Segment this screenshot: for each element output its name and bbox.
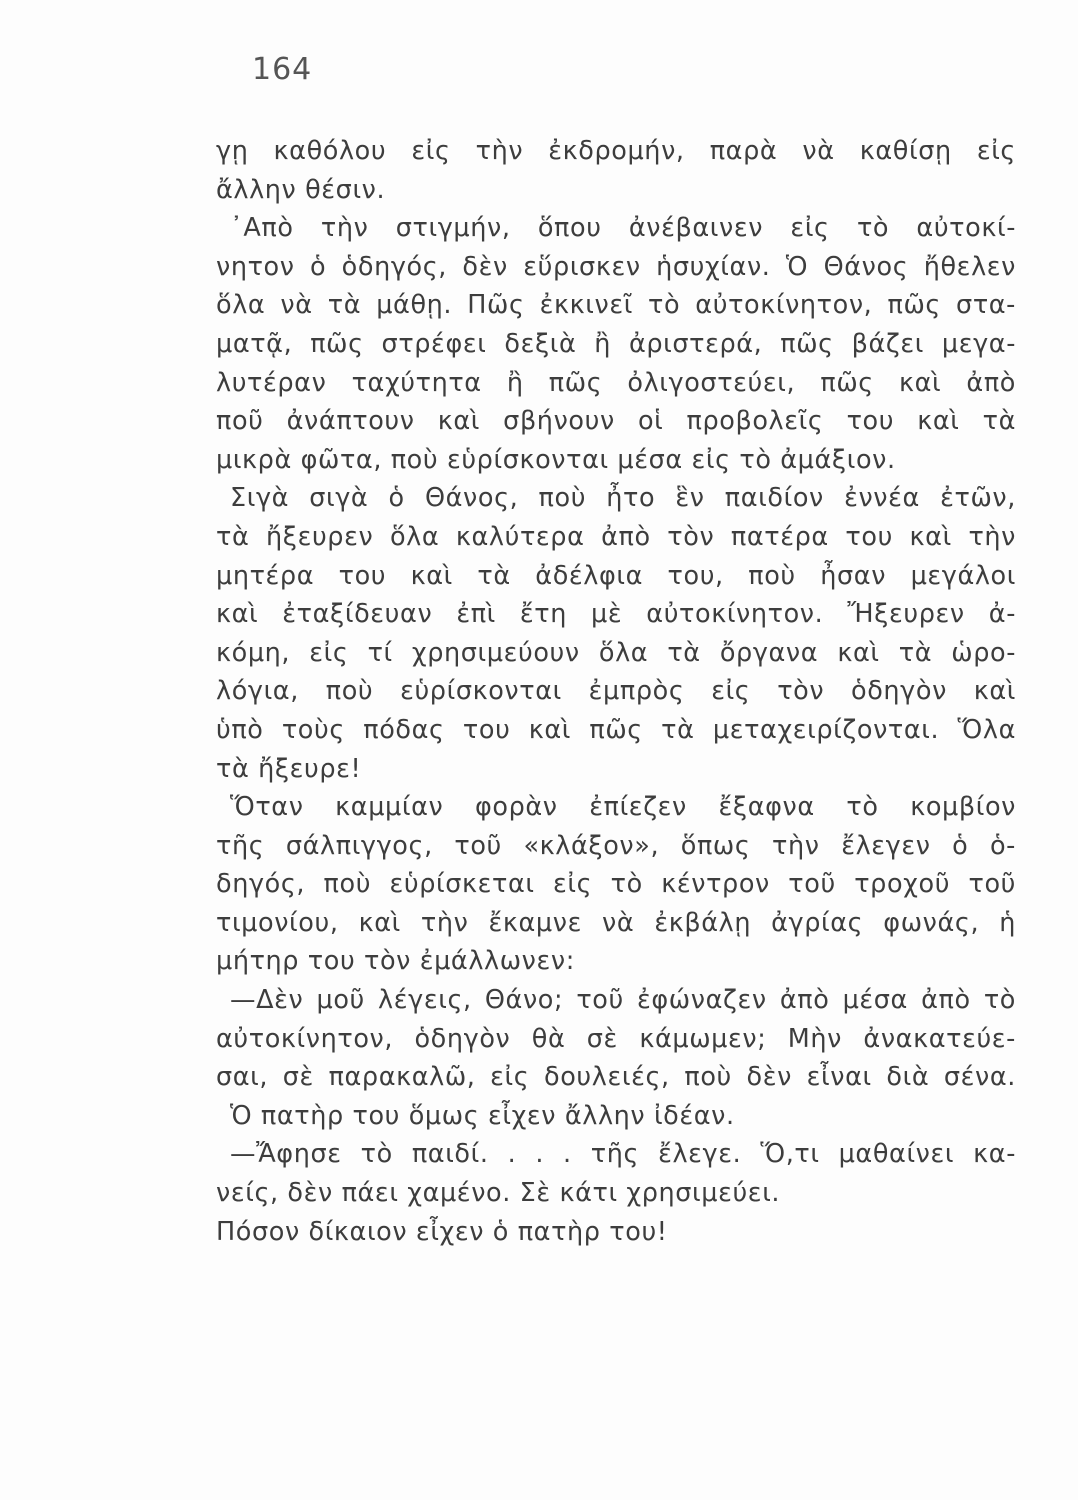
- page-number: 164: [252, 52, 313, 87]
- text-line: ἄλλην θέσιν.: [216, 174, 386, 205]
- text-line: ματᾷ, πῶς στρέφει δεξιὰ ἢ ἀριστερά, πῶς βάζει μεγα-: [216, 328, 1016, 359]
- text-line: αὐτοκίνητον, ὁδηγὸν θὰ σὲ κάμωμεν; Μὴν ἀνακατεύε-: [216, 1023, 1016, 1054]
- text-line: μικρὰ φῶτα, ποὺ εὑρίσκονται μέσα εἰς τὸ ἀμάξιον.: [216, 444, 896, 475]
- text-line: Σιγὰ σιγὰ ὁ Θάνος, ποὺ ἦτο ἓν παιδίον ἐννέα ἐτῶν,: [230, 483, 1016, 514]
- text-line: σαι, σὲ παρακαλῶ, εἰς δουλειές, ποὺ δὲν εἶναι διὰ σένα.: [216, 1062, 1016, 1093]
- text-line: δηγός, ποὺ εὑρίσκεται εἰς τὸ κέντρον τοῦ τροχοῦ τοῦ: [216, 869, 1016, 900]
- text-line: λυτέραν ταχύτητα ἢ πῶς ὀλιγοστεύει, πῶς καὶ ἀπὸ: [216, 367, 1016, 398]
- text-line: ὅλα νὰ τὰ μάθῃ. Πῶς ἐκκινεῖ τὸ αὐτοκίνητον, πῶς στα-: [216, 290, 1016, 321]
- text-line: —Δὲν μοῦ λέγεις, Θάνο; τοῦ ἐφώναζεν ἀπὸ μέσα ἀπὸ τὸ: [230, 985, 1016, 1016]
- text-line: νητον ὁ ὁδηγός, δὲν εὕρισκεν ἡσυχίαν. Ὁ Θάνος ἤθελεν: [216, 251, 1016, 282]
- text-line: Ὁ πατὴρ του ὅμως εἶχεν ἄλλην ἰδέαν.: [230, 1100, 735, 1131]
- text-line: καὶ ἐταξίδευαν ἐπὶ ἔτη μὲ αὐτοκίνητον. Ἤξευρεν ἀ-: [216, 599, 1016, 630]
- text-line: τὰ ἤξευρεν ὅλα καλύτερα ἀπὸ τὸν πατέρα του καὶ τὴν: [216, 521, 1016, 552]
- text-line: Ὅταν καμμίαν φορὰν ἐπίεζεν ἔξαφνα τὸ κομβίον: [230, 792, 1016, 823]
- text-line: ποῦ ἀνάπτουν καὶ σβήνουν οἱ προβολεῖς του καὶ τὰ: [216, 406, 1016, 437]
- text-line: μήτηρ του τὸν ἐμάλλωνεν:: [216, 946, 575, 977]
- text-line: —Ἄφησε τὸ παιδί. . . . τῆς ἔλεγε. Ὅ,τι μαθαίνει κα-: [230, 1139, 1016, 1170]
- text-line: Πόσον δίκαιον εἶχεν ὁ πατὴρ του!: [216, 1216, 668, 1247]
- text-line: μητέρα του καὶ τὰ ἀδέλφια του, ποὺ ἦσαν μεγάλοι: [216, 560, 1016, 591]
- text-line: ᾿Απὸ τὴν στιγμήν, ὅπου ἀνέβαινεν εἰς τὸ αὐτοκί-: [230, 213, 1016, 244]
- text-line: τὰ ἤξευρε!: [216, 753, 362, 784]
- text-line: λόγια, ποὺ εὑρίσκονται ἐμπρὸς εἰς τὸν ὁδηγὸν καὶ: [216, 676, 1016, 707]
- text-line: γῃ καθόλου εἰς τὴν ἐκδρομήν, παρὰ νὰ καθίσῃ εἰς: [216, 136, 1016, 166]
- text-line: τῆς σάλπιγγος, τοῦ «κλάξον», ὅπως τὴν ἔλεγεν ὁ ὁ-: [216, 830, 1016, 861]
- text-line: ὑπὸ τοὺς πόδας του καὶ πῶς τὰ μεταχειρίζονται. Ὅλα: [216, 714, 1016, 745]
- body-text: [216, 132, 1016, 1251]
- text-line: νείς, δὲν πάει χαμένο. Σὲ κάτι χρησιμεύει.: [216, 1178, 781, 1209]
- text-line: κόμη, εἰς τί χρησιμεύουν ὅλα τὰ ὄργανα καὶ τὰ ὡρο-: [216, 637, 1016, 668]
- text-line: τιμονίου, καὶ τὴν ἔκαμνε νὰ ἐκβάλῃ ἀγρίας φωνάς, ἡ: [216, 907, 1016, 938]
